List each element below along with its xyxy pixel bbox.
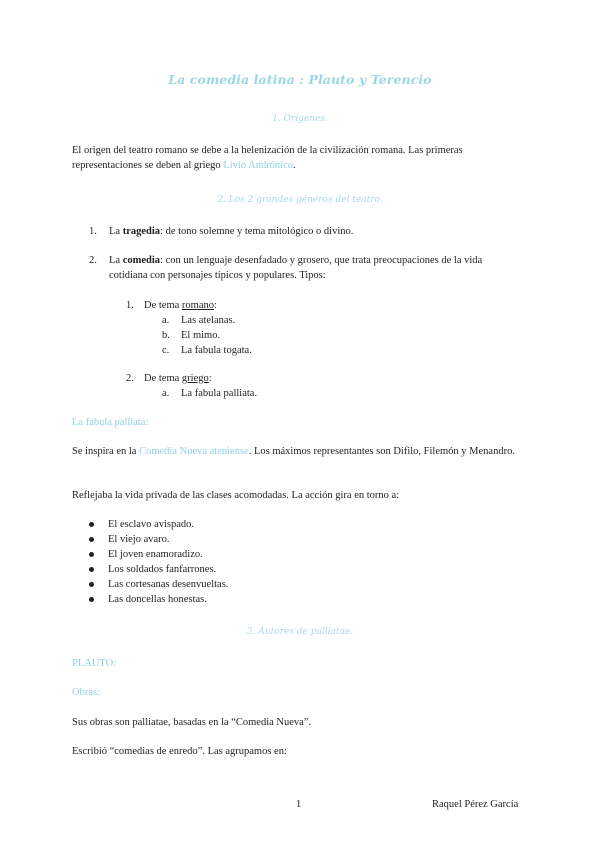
list-text: : con un lenguaje desenfadado y grosero, que trata preocupaciones de la vida cotidiana con personajes típicos y populares. Tipos: bbox=[109, 255, 483, 281]
bullet-text: El esclavo avispado. bbox=[108, 519, 195, 530]
origins-text: El origen del teatro romano se debe a la helenización de la civilización romana. Las primeras representaciones se deben al griego bbox=[72, 145, 463, 171]
escribio-paragraph: Escribió “comedias de enredo”. Las agrupamos en: bbox=[72, 746, 287, 757]
alpha-text: La fabula togata. bbox=[181, 345, 252, 356]
list-text: : bbox=[208, 373, 212, 384]
palliata-paragraph bbox=[72, 444, 517, 459]
list-text: : de tono solemne y tema mitológico o divino. bbox=[160, 226, 354, 237]
section-heading-origins: 1. Orígenes. bbox=[272, 114, 328, 124]
alpha-text: Las atelanas. bbox=[181, 315, 236, 326]
term-comedia: comedia bbox=[122, 255, 161, 266]
list-number: 1. bbox=[89, 226, 97, 237]
bullet-icon bbox=[89, 522, 94, 527]
palliata-label: La fabula palliata: bbox=[72, 417, 149, 428]
section-heading-genres: 2. Los 2 grandes géneros del teatro. bbox=[217, 195, 383, 205]
list-text: : bbox=[213, 300, 217, 311]
alpha-letter: a. bbox=[162, 388, 170, 399]
alpha-letter: a. bbox=[162, 315, 170, 326]
page-number: 1 bbox=[296, 799, 302, 810]
list-text: La bbox=[109, 226, 123, 237]
origins-paragraph bbox=[72, 143, 517, 173]
obras-paragraph: Sus obras son palliatae, basadas en la “Comedia Nueva”. bbox=[72, 717, 312, 728]
alpha-letter: b. bbox=[162, 330, 170, 341]
section-heading-authors: 3. Autores de palliatae. bbox=[246, 627, 354, 637]
plauto-label: PLAUTO: bbox=[72, 658, 117, 669]
bullet-icon bbox=[89, 552, 94, 557]
bullet-icon bbox=[89, 582, 94, 587]
bullet-text: Las doncellas honestas. bbox=[108, 594, 207, 605]
footer-author: Raquel Pérez García bbox=[432, 799, 519, 810]
livio-andronico-link[interactable]: Livio Andrónico bbox=[223, 160, 294, 171]
list-text: De tema bbox=[144, 373, 182, 384]
list-number: 2. bbox=[126, 373, 134, 384]
bullet-icon bbox=[89, 537, 94, 542]
bullet-text: Las cortesanas desenvueltas. bbox=[108, 579, 229, 590]
document-title: La comedia latina : Plauto y Terencio bbox=[168, 72, 432, 87]
palliata-text: Se inspira en la bbox=[72, 446, 140, 457]
term-tragedia: tragedia bbox=[122, 226, 161, 237]
alpha-text: La fabula palliata. bbox=[181, 388, 258, 399]
alpha-text: El mimo. bbox=[181, 330, 221, 341]
bullet-icon bbox=[89, 567, 94, 572]
list-text: De tema bbox=[144, 300, 182, 311]
alpha-letter: c. bbox=[162, 345, 170, 356]
bullet-text: El joven enamoradizo. bbox=[108, 549, 203, 560]
bullet-text: El viejo avaro. bbox=[108, 534, 170, 545]
list-number: 1. bbox=[126, 300, 134, 311]
list-text: La bbox=[109, 255, 123, 266]
underlined-term: romano bbox=[181, 300, 214, 311]
reflejaba-paragraph: Reflejaba la vida privada de las clases acomodadas. La acción gira en torno a: bbox=[72, 490, 400, 501]
palliata-text-end: . Los máximos representantes son Dífilo, Filemón y Menandro. bbox=[248, 446, 515, 457]
comedia-nueva-link[interactable]: Comedia Nueva ateniense bbox=[139, 446, 249, 457]
underlined-term: griego bbox=[181, 373, 209, 384]
bullet-text: Los soldados fanfarrones. bbox=[108, 564, 217, 575]
bullet-icon bbox=[89, 597, 94, 602]
list-number: 2. bbox=[89, 255, 97, 266]
origins-end: . bbox=[293, 160, 296, 171]
obras-label: Obras: bbox=[72, 687, 100, 698]
